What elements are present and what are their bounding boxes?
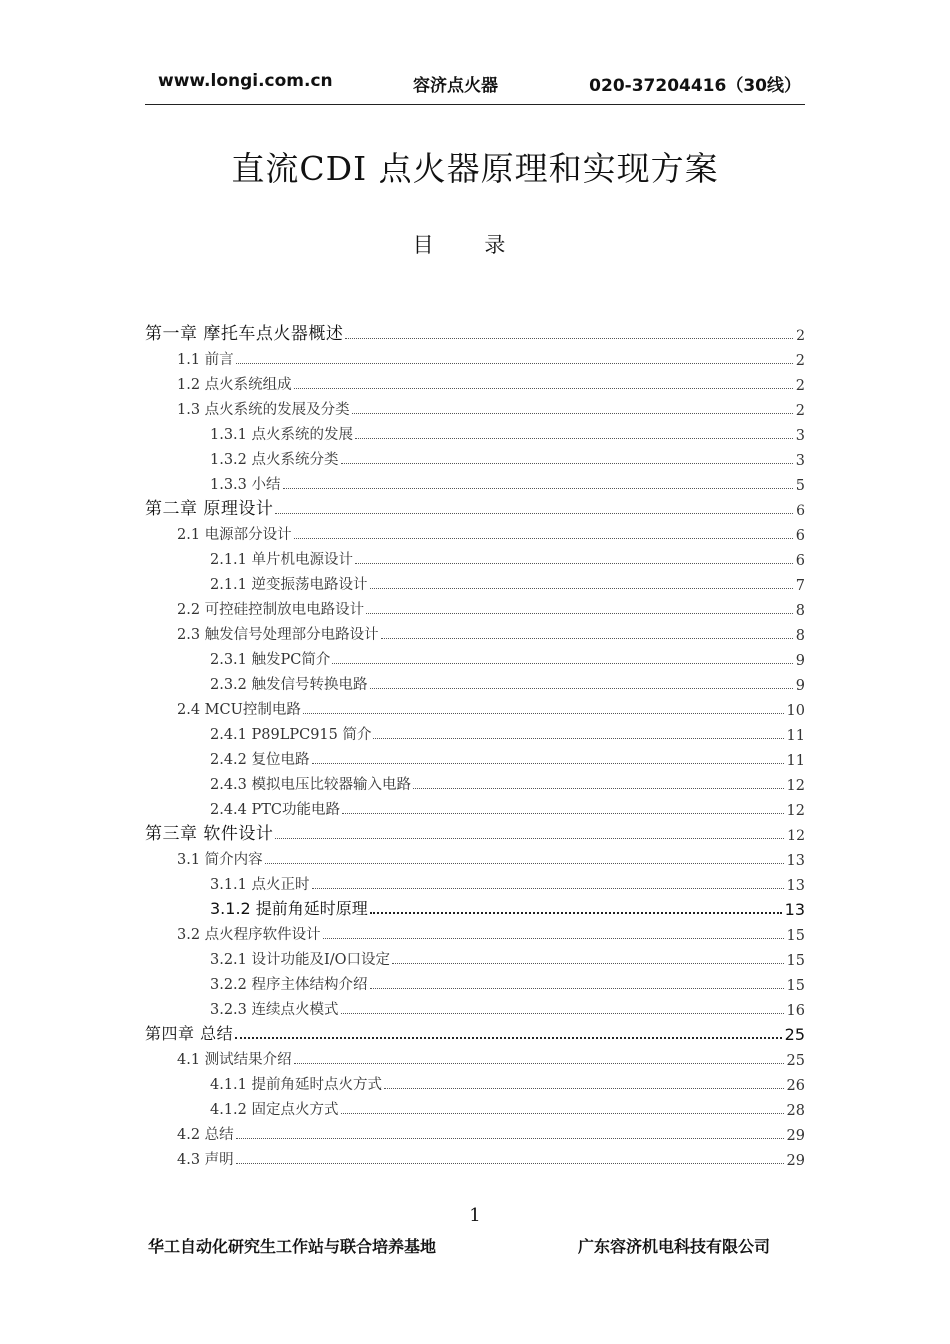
toc-entry-page: 10 [786,703,805,719]
toc-leader [283,487,793,489]
toc-entry-label: 3.1.1 点火正时 [210,877,310,893]
toc-entry-page: 12 [786,803,805,819]
toc-entry-label: 2.2 可控硅控制放电电路设计 [177,602,365,618]
toc-leader [312,762,784,764]
toc-entry-label: 1.3.1 点火系统的发展 [210,427,354,443]
toc-entry-label: 2.4.2 复位电路 [210,752,310,768]
toc-entry[interactable] [145,894,805,919]
toc-leader [236,1137,784,1139]
toc-entry-label: 3.1.2 提前角延时原理 [210,899,368,918]
toc-entry[interactable] [145,469,805,494]
document-title: 直流CDI 点火器原理和实现方案 [231,149,719,188]
toc-entry-page: 16 [786,1003,805,1019]
toc-entry-label: 1.3 点火系统的发展及分类 [177,402,350,418]
toc-leader [370,911,782,914]
toc-entry[interactable] [145,1119,805,1144]
toc-leader [341,1112,784,1114]
toc-entry-label: 2.4.4 PTC功能电路 [210,802,341,818]
toc-leader [265,862,784,864]
toc-entry-label: 第三章 软件设计 [145,824,274,844]
toc-entry-label: 2.4 MCU控制电路 [177,702,301,718]
toc-leader [352,412,793,414]
toc-entry[interactable] [145,544,805,569]
table-of-contents [145,319,805,1169]
toc-entry-page: 13 [784,900,805,919]
toc-entry-page: 9 [795,678,805,694]
toc-entry[interactable] [145,769,805,794]
toc-entry[interactable] [145,1069,805,1094]
toc-entry-label: 3.1 简介内容 [177,852,263,868]
toc-leader [392,962,784,964]
toc-entry[interactable] [145,669,805,694]
toc-entry-page: 9 [795,653,805,669]
toc-entry-page: 6 [796,503,805,519]
toc-entry-label: 2.4.3 模拟电压比较器输入电路 [210,777,412,793]
toc-entry-label: 2.3 触发信号处理部分电路设计 [177,627,379,643]
toc-entry-page: 25 [784,1025,805,1044]
toc-entry-label: 2.1.1 逆变振荡电路设计 [210,577,368,593]
page-header [145,68,805,105]
toc-entry-page: 2 [795,353,805,369]
toc-entry-label: 4.1.2 固定点火方式 [210,1102,339,1118]
toc-entry-page: 13 [786,853,805,869]
toc-entry-page: 15 [786,953,805,969]
toc-entry-page: 12 [786,778,805,794]
toc-entry[interactable] [145,744,805,769]
toc-entry-label: 4.1 测试结果介绍 [177,1052,292,1068]
toc-heading: 目 录 [412,233,528,257]
toc-entry-page: 6 [795,528,805,544]
toc-leader [312,887,784,889]
toc-entry[interactable] [145,394,805,419]
toc-entry-label: 第四章 总结 [145,1024,234,1043]
toc-entry[interactable] [145,994,805,1019]
toc-entry-label: 3.2.3 连续点火模式 [210,1002,339,1018]
toc-entry[interactable] [145,644,805,669]
toc-leader [323,937,784,939]
toc-entry[interactable] [145,869,805,894]
toc-entry[interactable] [145,444,805,469]
toc-entry-label: 2.3.1 触发PC简介 [210,652,331,668]
toc-leader [236,1162,784,1164]
toc-leader [381,637,793,639]
toc-entry-page: 8 [795,603,805,619]
toc-leader [345,337,793,339]
toc-entry-label: 3.2.2 程序主体结构介绍 [210,977,368,993]
toc-entry-page: 5 [795,478,805,494]
toc-leader [235,1036,782,1039]
toc-leader [373,737,783,739]
toc-leader [341,462,793,464]
toc-entry-label: 2.3.2 触发信号转换电路 [210,677,368,693]
toc-leader [342,812,784,814]
toc-entry-label: 1.2 点火系统组成 [177,377,292,393]
toc-entry[interactable] [145,1019,805,1044]
toc-leader [236,362,793,364]
toc-entry[interactable] [145,694,805,719]
toc-leader [384,1087,784,1089]
toc-entry-page: 13 [786,878,805,894]
toc-leader [294,387,793,389]
toc-entry-page: 11 [786,728,805,744]
toc-entry-label: 3.2 点火程序软件设计 [177,927,321,943]
toc-entry[interactable] [145,944,805,969]
toc-entry[interactable] [145,319,805,344]
header-brand: 容济点火器 [413,76,498,96]
toc-entry[interactable] [145,369,805,394]
footer-right-text: 广东容济机电科技有限公司 [578,1237,771,1256]
toc-entry-page: 3 [795,428,805,444]
toc-entry-page: 2 [796,328,805,344]
toc-entry-label: 1.3.3 小结 [210,477,281,493]
toc-entry[interactable] [145,819,805,844]
header-phone: 020-37204416（30线） [589,76,801,96]
toc-entry-label: 4.1.1 提前角延时点火方式 [210,1077,383,1093]
toc-entry[interactable] [145,569,805,594]
page-number: 1 [469,1205,481,1226]
toc-leader [332,662,792,664]
toc-entry-label: 1.1 前言 [177,352,234,368]
toc-entry[interactable] [145,1094,805,1119]
toc-entry-page: 29 [786,1128,805,1144]
toc-entry-page: 28 [786,1103,805,1119]
toc-entry-label: 2.1.1 单片机电源设计 [210,552,354,568]
toc-entry[interactable] [145,794,805,819]
toc-entry[interactable] [145,969,805,994]
toc-leader [413,787,784,789]
toc-entry-label: 3.2.1 设计功能及I/O口设定 [210,952,391,968]
toc-entry-label: 第一章 摩托车点火器概述 [145,324,344,344]
toc-leader [370,587,793,589]
toc-entry-page: 15 [786,928,805,944]
toc-entry-label: 第二章 原理设计 [145,499,274,519]
toc-entry[interactable] [145,719,805,744]
toc-leader [355,562,793,564]
toc-entry-label: 1.3.2 点火系统分类 [210,452,339,468]
header-website: www.longi.com.cn [158,71,333,91]
toc-entry-label: 2.1 电源部分设计 [177,527,292,543]
toc-entry[interactable] [145,494,805,519]
toc-leader [294,1062,784,1064]
toc-entry-page: 2 [795,378,805,394]
footer-left-text: 华工自动化研究生工作站与联合培养基地 [148,1237,437,1256]
toc-entry-label: 4.2 总结 [177,1127,234,1143]
toc-entry[interactable] [145,344,805,369]
toc-entry-label: 2.4.1 P89LPC915 简介 [210,727,372,743]
toc-entry[interactable] [145,1144,805,1169]
toc-entry[interactable] [145,619,805,644]
toc-entry[interactable] [145,419,805,444]
toc-entry[interactable] [145,1044,805,1069]
toc-entry-page: 15 [786,978,805,994]
toc-entry-page: 7 [795,578,805,594]
toc-leader [275,512,793,514]
toc-entry[interactable] [145,919,805,944]
toc-entry-page: 3 [795,453,805,469]
toc-leader [275,837,784,839]
toc-leader [370,687,793,689]
toc-entry-page: 25 [786,1053,805,1069]
toc-entry-page: 26 [786,1078,805,1094]
toc-leader [366,612,793,614]
toc-entry-page: 6 [795,553,805,569]
toc-entry-page: 11 [786,753,805,769]
toc-entry-label: 4.3 声明 [177,1152,234,1168]
toc-leader [355,437,793,439]
toc-entry[interactable] [145,594,805,619]
toc-entry[interactable] [145,519,805,544]
toc-entry-page: 12 [787,828,805,844]
toc-entry-page: 29 [786,1153,805,1169]
toc-entry-page: 2 [795,403,805,419]
toc-leader [370,987,784,989]
toc-leader [294,537,793,539]
toc-entry-page: 8 [795,628,805,644]
toc-entry[interactable] [145,844,805,869]
toc-leader [341,1012,784,1014]
toc-leader [303,712,784,714]
